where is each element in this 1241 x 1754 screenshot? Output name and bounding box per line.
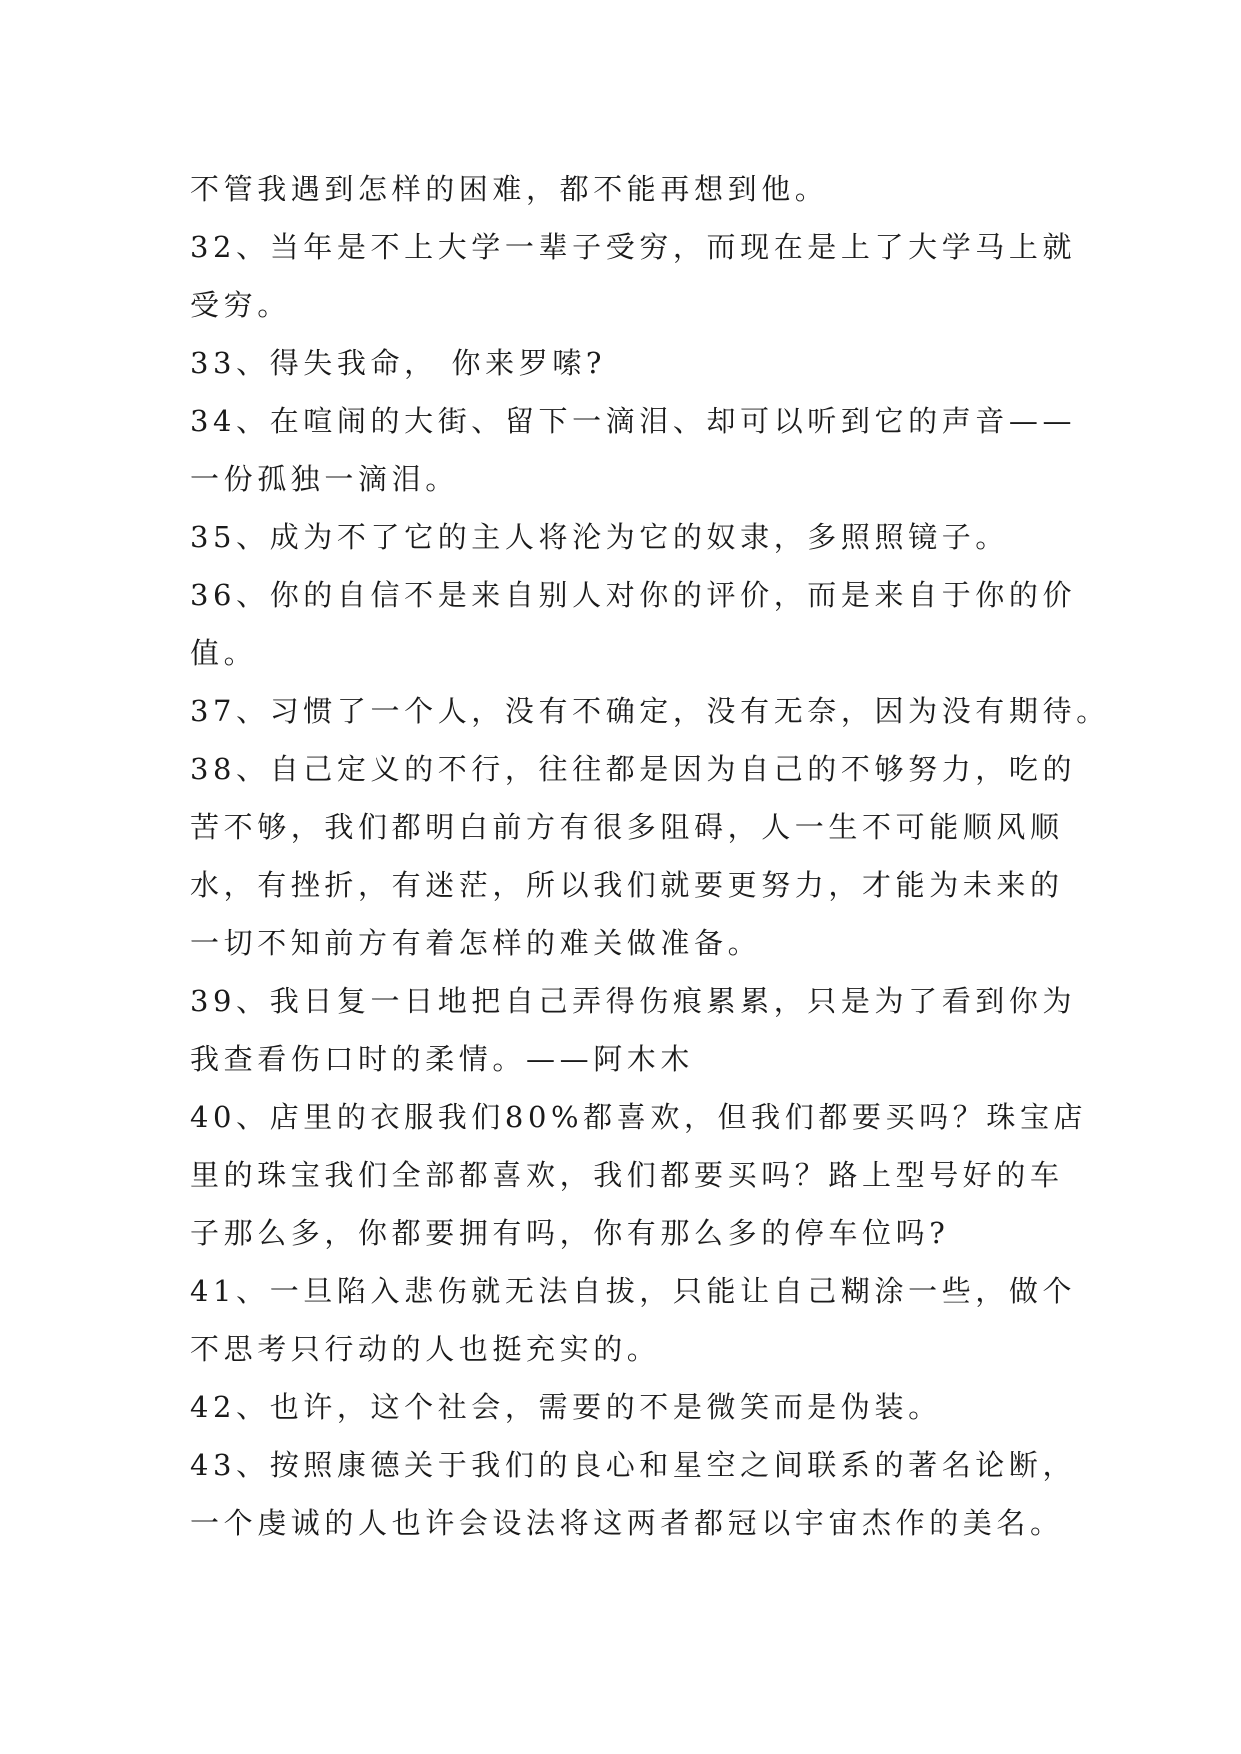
text-line: 一份孤独一滴泪。 (190, 462, 459, 496)
text-line: 33、得失我命， 你来罗嗦? (190, 346, 607, 380)
text-line: 子那么多，你都要拥有吗，你有那么多的停车位吗? (190, 1216, 950, 1250)
text-line: 里的珠宝我们全部都喜欢，我们都要买吗？路上型号好的车 (190, 1158, 1064, 1192)
text-line: 我查看伤口时的柔情。——阿木木 (190, 1042, 695, 1076)
text-line: 一切不知前方有着怎样的难关做准备。 (190, 926, 762, 960)
text-line: 受穷。 (190, 288, 291, 322)
text-line: 35、成为不了它的主人将沦为它的奴隶，多照照镜子。 (190, 520, 1009, 554)
text-line: 39、我日复一日地把自己弄得伤痕累累，只是为了看到你为 (190, 984, 1077, 1018)
text-line: 41、一旦陷入悲伤就无法自拔，只能让自己糊涂一些，做个 (190, 1274, 1077, 1308)
text-line: 不管我遇到怎样的困难，都不能再想到他。 (190, 172, 829, 206)
text-line: 38、自己定义的不行，往往都是因为自己的不够努力，吃的 (190, 752, 1077, 786)
text-line: 40、店里的衣服我们80%都喜欢，但我们都要买吗？珠宝店 (190, 1100, 1088, 1134)
text-line: 值。 (190, 636, 258, 670)
text-line: 43、按照康德关于我们的良心和星空之间联系的著名论断， (190, 1448, 1077, 1482)
text-line: 37、习惯了一个人，没有不确定，没有无奈，因为没有期待。 (190, 694, 1110, 728)
text-line: 不思考只行动的人也挺充实的。 (190, 1332, 661, 1366)
text-line: 苦不够，我们都明白前方有很多阻碍，人一生不可能顺风顺 (190, 810, 1064, 844)
text-line: 36、你的自信不是来自别人对你的评价，而是来自于你的价 (190, 578, 1077, 612)
text-line: 32、当年是不上大学一辈子受穷，而现在是上了大学马上就 (190, 230, 1077, 264)
text-line: 水，有挫折，有迷茫，所以我们就要更努力，才能为未来的 (190, 868, 1064, 902)
text-line: 一个虔诚的人也许会设法将这两者都冠以宇宙杰作的美名。 (190, 1506, 1064, 1540)
text-line: 34、在喧闹的大街、留下一滴泪、却可以听到它的声音—— (190, 404, 1077, 438)
text-line: 42、也许，这个社会，需要的不是微笑而是伪装。 (190, 1390, 942, 1424)
document-body (190, 160, 1110, 1552)
